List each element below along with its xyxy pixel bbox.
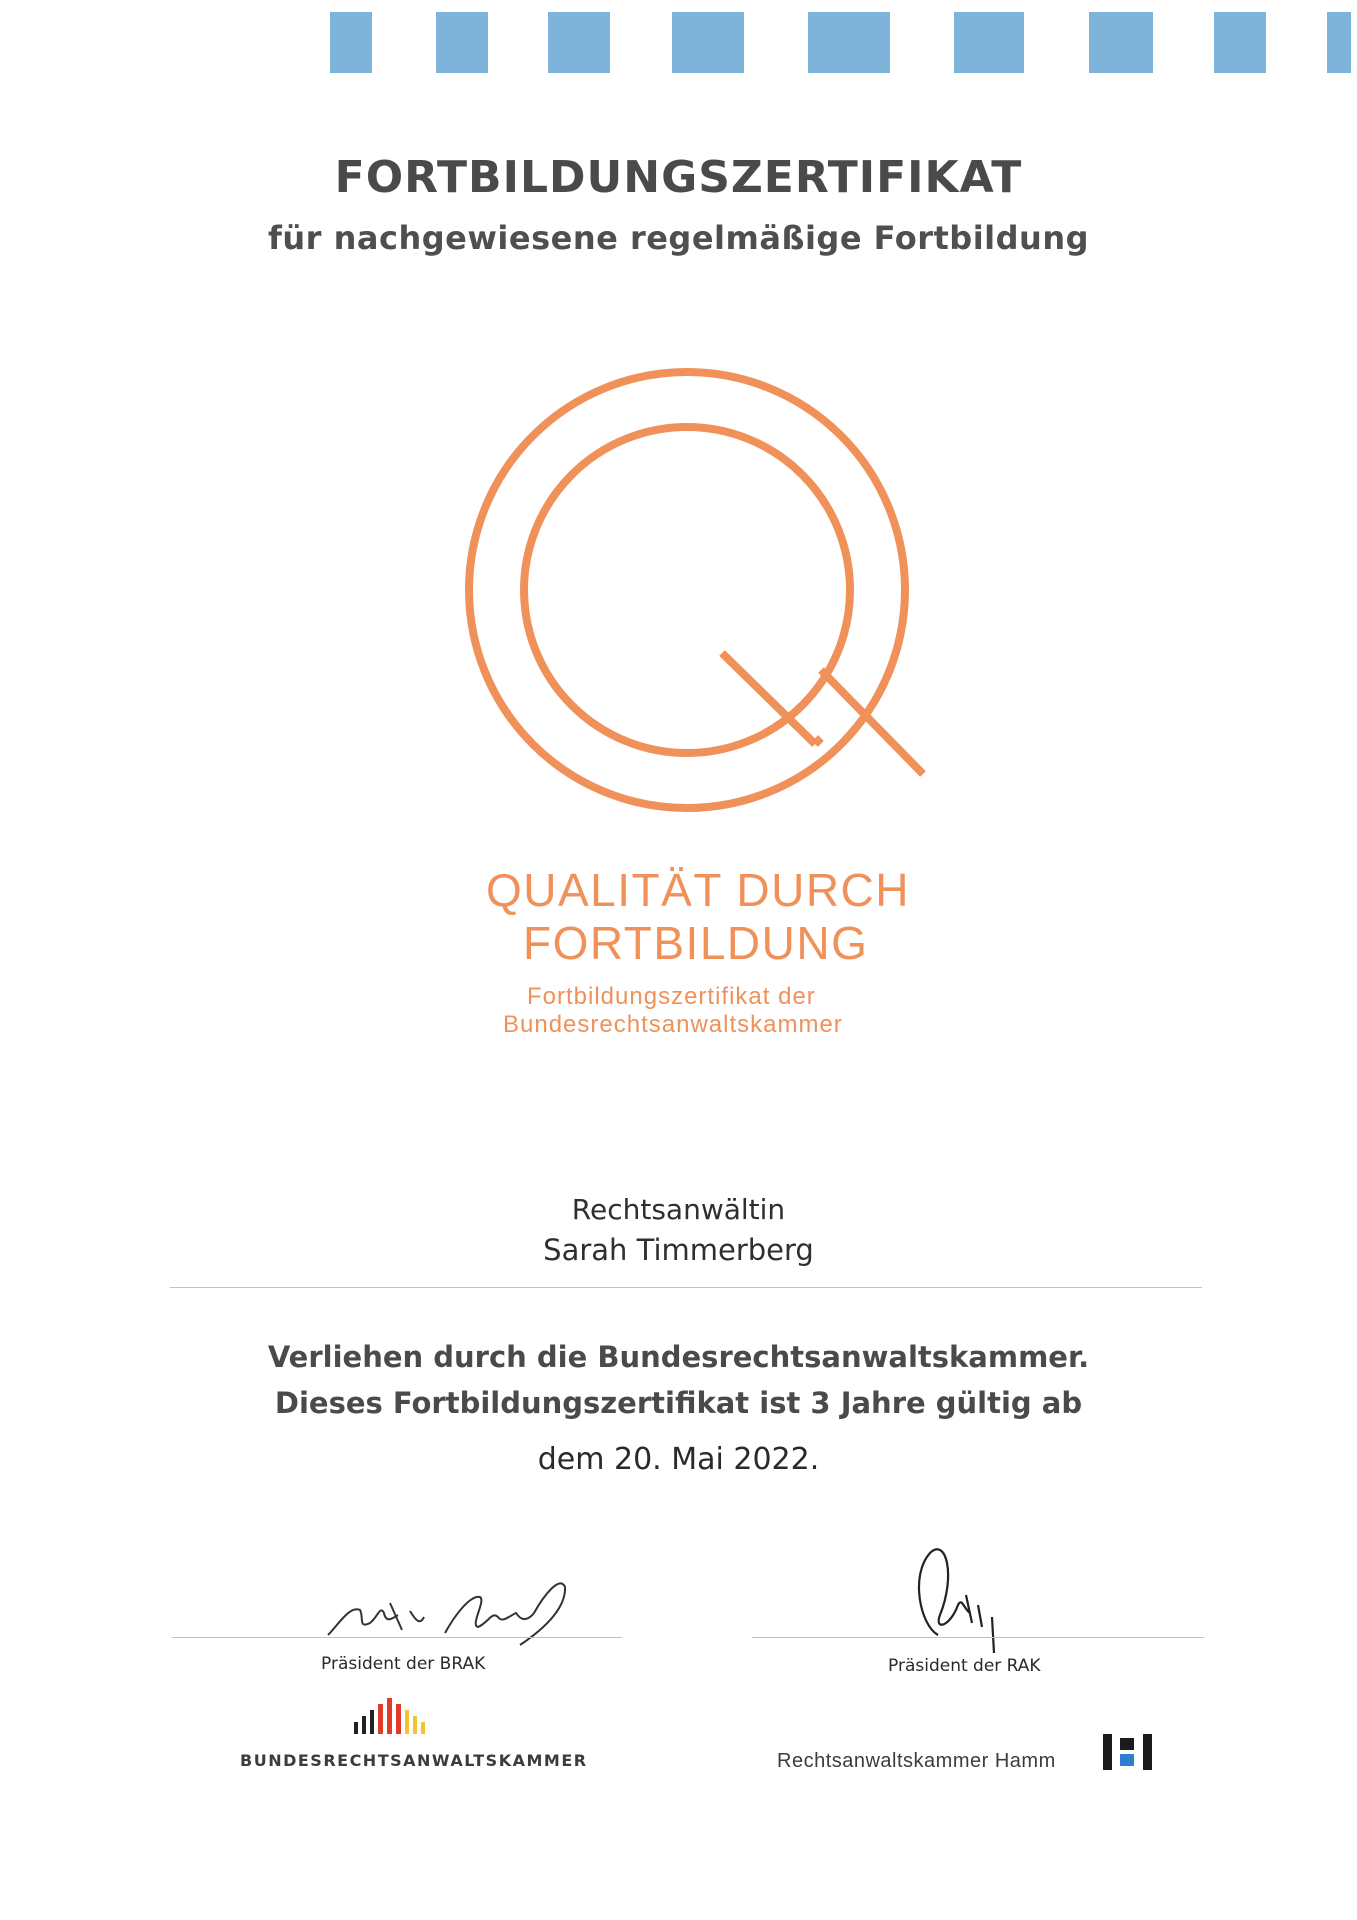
decor-square-2 — [436, 12, 488, 73]
decor-square-5 — [808, 12, 890, 73]
signature-caption-brak: Präsident der BRAK — [321, 1654, 486, 1674]
signature-caption-rak: Präsident der RAK — [888, 1656, 1041, 1676]
decor-square-9 — [1327, 12, 1351, 73]
signature-line-right — [752, 1637, 1204, 1638]
award-line-1: Verliehen durch die Bundesrechtsanwaltskammer. — [267, 1340, 1090, 1374]
rak-hamm-logo-icon — [1103, 1734, 1155, 1770]
divider-line — [170, 1287, 1202, 1288]
seal-subline-2: Bundesrechtsanwaltskammer — [503, 1011, 843, 1038]
recipient-title: Rechtsanwältin — [571, 1193, 786, 1226]
brak-logo-bars-icon — [352, 1696, 436, 1736]
decor-square-8 — [1214, 12, 1266, 73]
signature-line-left — [172, 1637, 622, 1638]
brak-logo-text: BUNDESRECHTSANWALTSKAMMER — [240, 1751, 588, 1770]
rak-logo-text: Rechtsanwaltskammer Hamm — [777, 1750, 1056, 1772]
decor-square-1 — [330, 12, 372, 73]
decor-square-6 — [954, 12, 1024, 73]
q-letter-icon — [455, 358, 935, 818]
decor-square-4 — [672, 12, 744, 73]
decor-square-7 — [1089, 12, 1153, 73]
seal-subline-1: Fortbildungszertifikat der — [527, 983, 816, 1010]
award-line-2: Dieses Fortbildungszertifikat ist 3 Jahre gültig ab — [274, 1386, 1083, 1420]
recipient-name: Sarah Timmerberg — [543, 1233, 814, 1267]
award-valid-date: dem 20. Mai 2022. — [537, 1442, 820, 1477]
certificate-subtitle: für nachgewiesene regelmäßige Fortbildung — [267, 219, 1090, 257]
seal-heading-line-2: FORTBILDUNG — [523, 917, 869, 969]
decor-square-3 — [548, 12, 610, 73]
seal-heading-line-1: QUALITÄT DURCH — [486, 864, 910, 916]
certificate-title: FORTBILDUNGSZERTIFIKAT — [334, 152, 1023, 203]
